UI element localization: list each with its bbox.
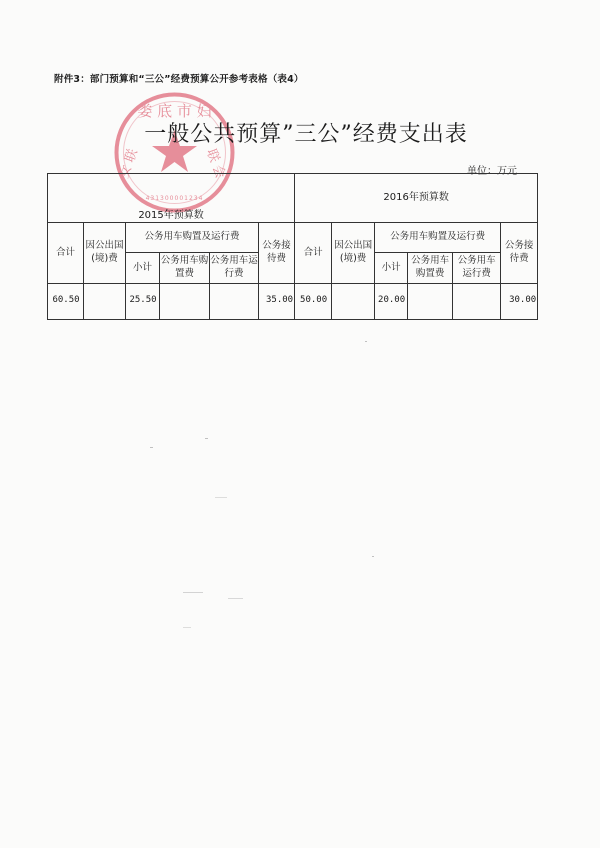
scan-speck [205, 438, 208, 439]
col-vehicle-group-2015: 公务用车购置及运行费 [126, 223, 259, 253]
value-vehicle-operation-2016 [453, 284, 501, 320]
table-row [48, 284, 538, 320]
three-public-expense-table [47, 173, 538, 320]
col-subtotal-2016: 小计 [375, 253, 408, 284]
value-subtotal-2015: 25.50 [126, 284, 160, 320]
svg-text:女 联: 女 联 [116, 147, 141, 181]
scan-speck [150, 447, 153, 448]
scan-speck [183, 627, 191, 628]
svg-text:联 会: 联 会 [203, 147, 228, 181]
col-subtotal-2015: 小计 [126, 253, 160, 284]
col-vehicle-purchase-2016: 公务用车购置费 [408, 253, 453, 284]
attachment-label: 附件3：部门预算和“三公”经费预算公开参考表格（表4） [54, 74, 304, 85]
col-total-2016: 合计 [295, 223, 332, 284]
scan-speck [183, 592, 203, 593]
svg-text:娄 底 市 妇: 娄 底 市 妇 [137, 102, 212, 120]
unit-label: 单位：万元 [467, 166, 517, 177]
col-vehicle-operation-2015: 公务用车运行费 [210, 253, 259, 284]
col-vehicle-operation-2016: 公务用车运行费 [453, 253, 501, 284]
value-vehicle-purchase-2016 [408, 284, 453, 320]
col-reception-2015: 公务接待费 [259, 223, 295, 284]
value-vehicle-operation-2015 [210, 284, 259, 320]
header-2015: 2015年预算数 [48, 174, 295, 223]
col-overseas-2015: 因公出国(境)费 [84, 223, 126, 284]
header-2016: 2016年预算数 [295, 174, 538, 223]
value-reception-2016: 30.00 [501, 284, 538, 320]
scan-speck [228, 598, 243, 599]
scan-speck [365, 341, 367, 342]
value-subtotal-2016: 20.00 [375, 284, 408, 320]
value-reception-2015: 35.00 [259, 284, 295, 320]
col-vehicle-purchase-2015: 公务用车购置费 [160, 253, 210, 284]
col-vehicle-group-2016: 公务用车购置及运行费 [375, 223, 501, 253]
scan-speck [215, 497, 227, 498]
scan-speck [372, 556, 374, 557]
value-overseas-2016 [332, 284, 375, 320]
col-reception-2016: 公务接待费 [501, 223, 538, 284]
value-vehicle-purchase-2015 [160, 284, 210, 320]
value-total-2015: 60.50 [48, 284, 84, 320]
col-overseas-2016: 因公出国(境)费 [332, 223, 375, 284]
page-title: 一般公共预算”三公”经费支出表 [144, 122, 468, 147]
value-overseas-2015 [84, 284, 126, 320]
svg-text:431300001234: 431300001234 [145, 195, 204, 202]
value-total-2016: 50.00 [295, 284, 332, 320]
col-total-2015: 合计 [48, 223, 84, 284]
